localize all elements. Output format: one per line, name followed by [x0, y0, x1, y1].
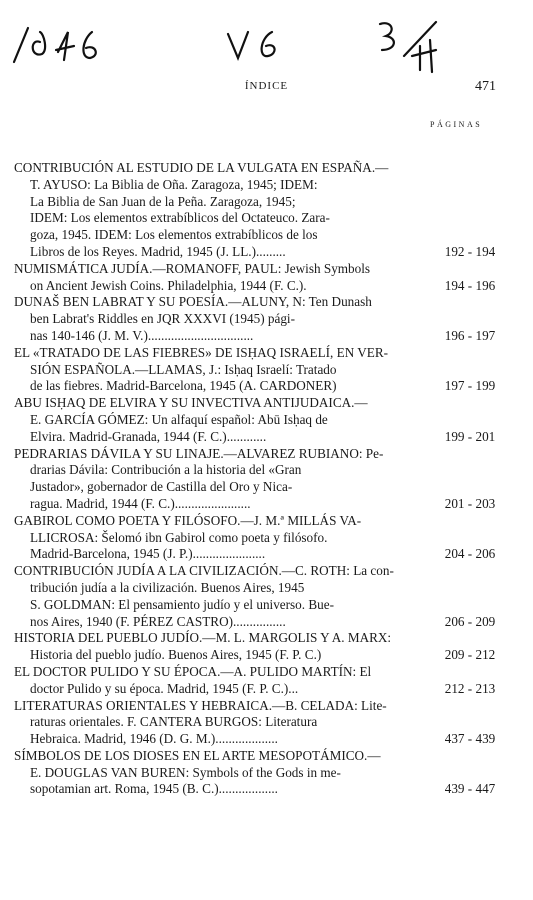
index-entries: [14, 160, 524, 798]
entry-line: Elvira. Madrid-Granada, 1944 (F. C.)............: [30, 428, 267, 444]
entry-line: nos Aires, 1940 (F. PÉREZ CASTRO)................: [30, 613, 286, 629]
entry-line: SIÓN ESPAÑOLA.—LLAMAS, J.: Isḥaq Israelí: Tratado: [30, 361, 337, 377]
entry-pages: 437 - 439: [444, 731, 496, 747]
entry-line: La Biblia de San Juan de la Peña. Zaragoza, 1945;: [30, 193, 296, 209]
entry-pages: 197 - 199: [444, 378, 496, 394]
entry-line: LLICROSA: Šelomó ibn Gabirol como poeta y filósofo.: [30, 529, 328, 545]
index-entry: [14, 630, 524, 664]
entry-line: E. DOUGLAS VAN BUREN: Symbols of the Gods in me-: [30, 764, 341, 780]
entry-line: SÍMBOLOS DE LOS DIOSES EN EL ARTE MESOPOTÁMICO.—: [14, 747, 381, 763]
index-entry: [14, 261, 524, 295]
entry-text: [14, 395, 424, 445]
entry-line: nas 140-146 (J. M. V.)................................: [30, 327, 254, 343]
entry-text: [14, 261, 424, 295]
entry-line: goza, 1945. IDEM: Los elementos extrabíblicos de los: [30, 227, 318, 243]
index-entry: [14, 563, 524, 630]
entry-pages: 206 - 209: [444, 613, 496, 629]
entry-pages: 209 - 212: [444, 647, 496, 663]
entry-pages: 194 - 196: [444, 277, 496, 293]
entry-line: EL DOCTOR PULIDO Y SU ÉPOCA.—A. PULIDO MARTÍN: El: [14, 663, 372, 679]
entry-text: [14, 446, 424, 513]
entry-text: [14, 698, 424, 748]
entry-pages: 212 - 213: [444, 680, 496, 696]
entry-pages: 199 - 201: [444, 428, 496, 444]
entry-pages: 201 - 203: [444, 495, 496, 511]
entry-text: [14, 294, 424, 344]
entry-line: PEDRARIAS DÁVILA Y SU LINAJE.—ALVAREZ RUBIANO: Pe-: [14, 445, 384, 461]
entry-line: HISTORIA DEL PUEBLO JUDÍO.—M. L. MARGOLIS Y A. MARX:: [14, 630, 392, 646]
index-entry: [14, 160, 524, 261]
index-entry: [14, 395, 524, 445]
entry-pages: 204 - 206: [444, 546, 496, 562]
entry-line: Historia del pueblo judío. Buenos Aires, 1945 (F. P. C.): [30, 647, 322, 663]
page-title: ÍNDICE: [244, 80, 289, 92]
entry-text: [14, 345, 424, 395]
entry-line: T. AYUSO: La Biblia de Oña. Zaragoza, 1945; IDEM:: [30, 176, 318, 192]
index-entry: [14, 698, 524, 748]
page-number: 471: [475, 79, 496, 94]
entry-line: LITERATURAS ORIENTALES Y HEBRAICA.—B. CELADA: Lite-: [14, 697, 387, 713]
entry-line: DUNAŠ BEN LABRAT Y SU POESÍA.—ALUNY, N: Ten Dunash: [14, 294, 372, 310]
entry-line: IDEM: Los elementos extrabíblicos del Octateuco. Zara-: [30, 210, 330, 226]
entry-line: CONTRIBUCIÓN JUDÍA A LA CIVILIZACIÓN.—C. ROTH: La con-: [14, 563, 394, 579]
entry-line: on Ancient Jewish Coins. Philadelphia, 1944 (F. C.).: [30, 277, 307, 293]
entry-line: drarias Dávila: Contribución a la historia del «Gran: [30, 462, 302, 478]
entry-line: Justador», gobernador de Castilla del Oro y Nica-: [30, 479, 293, 495]
entry-line: ABU ISḤAQ DE ELVIRA Y SU INVECTIVA ANTIJUDAICA.—: [14, 395, 368, 411]
entry-line: CONTRIBUCIÓN AL ESTUDIO DE LA VULGATA EN ESPAÑA.—: [14, 160, 389, 175]
entry-text: [14, 160, 424, 261]
index-entry: [14, 345, 524, 395]
entry-line: S. GOLDMAN: El pensamiento judío y el universo. Bue-: [30, 596, 335, 612]
entry-text: [14, 630, 424, 664]
entry-pages: 192 - 194: [444, 243, 496, 259]
entry-line: Madrid-Barcelona, 1945 (J. P.)......................: [30, 546, 266, 562]
entry-text: [14, 513, 424, 563]
entry-line: doctor Pulido y su época. Madrid, 1945 (F. P. C.)...: [30, 680, 299, 696]
entry-pages: 439 - 447: [444, 781, 496, 797]
entry-text: [14, 563, 424, 630]
index-entry: [14, 446, 524, 513]
entry-line: ragua. Madrid, 1944 (F. C.).......................: [30, 495, 251, 511]
entry-line: de las fiebres. Madrid-Barcelona, 1945 (A. CARDONER): [30, 378, 337, 394]
entry-line: Hebraica. Madrid, 1946 (D. G. M.)...................: [30, 731, 278, 747]
entry-line: NUMISMÁTICA JUDÍA.—ROMANOFF, PAUL: Jewish Symbols: [14, 260, 371, 276]
entry-line: raturas orientales. F. CANTERA BURGOS: Literatura: [30, 714, 318, 730]
handwriting-graphic: [0, 10, 533, 80]
index-entry: [14, 664, 524, 698]
index-entry: [14, 294, 524, 344]
entry-pages: 196 - 197: [444, 327, 496, 343]
entry-line: sopotamian art. Roma, 1945 (B. C.)..................: [30, 781, 278, 797]
index-entry: [14, 513, 524, 563]
entry-line: tribución judía a la civilización. Buenos Aires, 1945: [30, 579, 305, 595]
entry-line: ben Labrat's Riddles en JQR XXXVI (1945) pági-: [30, 311, 295, 327]
entry-line: EL «TRATADO DE LAS FIEBRES» DE ISḤAQ ISRAELÍ, EN VER-: [14, 344, 389, 360]
entry-line: GABIROL COMO POETA Y FILÓSOFO.—J. M.ª MILLÁS VA-: [14, 512, 362, 528]
pages-column-header: PÁGINAS: [430, 120, 483, 129]
entry-text: [14, 748, 424, 798]
entry-text: [14, 664, 424, 698]
handwritten-annotation: [0, 10, 533, 80]
index-entry: [14, 748, 524, 798]
entry-line: E. GARCÍA GÓMEZ: Un alfaquí español: Abū Isḥaq de: [30, 411, 328, 427]
entry-line: Libros de los Reyes. Madrid, 1945 (J. LL.).........: [30, 243, 286, 259]
